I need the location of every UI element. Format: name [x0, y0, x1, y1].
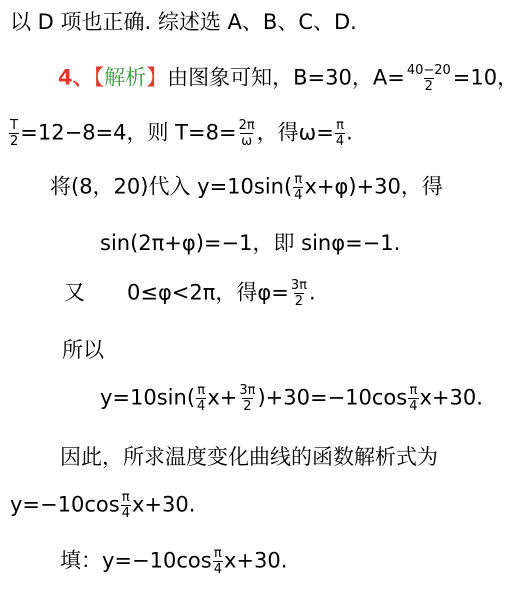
line-text: =10，: [452, 65, 519, 90]
denominator: 4: [213, 562, 222, 577]
numerator: 2π: [238, 118, 255, 133]
fraction: [213, 546, 223, 577]
denominator: 4: [409, 399, 418, 414]
line-text: )+30=−10cos: [257, 385, 408, 410]
fraction: [408, 383, 418, 414]
line-10: [10, 490, 195, 521]
denominator: 2: [243, 399, 252, 414]
line-3: [8, 118, 353, 149]
denominator: 4: [335, 134, 345, 149]
line-text: y=10sin(: [100, 385, 196, 410]
fraction: [238, 383, 256, 414]
denominator: 4: [294, 188, 303, 203]
line-text: x+φ)+30，得: [304, 174, 443, 199]
line-text: .: [346, 120, 353, 145]
line-text: .: [308, 280, 316, 305]
line-6: [64, 278, 316, 309]
question-number: 4: [58, 65, 73, 90]
numerator: π: [409, 383, 418, 398]
fraction: [290, 278, 308, 309]
line-7: [62, 340, 104, 361]
numerator: T: [10, 118, 19, 133]
line-text: 将(8，20)代入 y=10sin(: [50, 174, 293, 199]
denominator: 2: [10, 134, 19, 149]
numerator: 3π: [290, 278, 307, 293]
fraction: [9, 118, 19, 149]
denominator: ω: [241, 134, 253, 149]
line-text: =12−8=4，则 T=8=: [20, 120, 237, 145]
numerator: π: [121, 490, 130, 505]
denominator: 4: [121, 506, 130, 521]
line-4: [50, 172, 443, 203]
numerator: π: [294, 172, 303, 187]
fraction: [238, 118, 256, 149]
line-text: y=−10cos: [10, 492, 120, 517]
line-2: [58, 63, 518, 94]
denominator: 4: [197, 399, 206, 414]
line-text: sin(2π+φ)=−1，即 sinφ=−1.: [100, 231, 401, 255]
line-text: 填：y=−10cos: [60, 548, 212, 573]
bracket-right: 】: [146, 65, 168, 90]
line-9: [60, 447, 438, 468]
denominator: 2: [294, 294, 304, 309]
denominator: 2: [424, 79, 433, 94]
numerator: 40−20: [406, 63, 451, 78]
line-text: x+: [207, 385, 238, 410]
fraction: [196, 383, 206, 414]
line-text: 以 D 项也正确. 综述选 A、B、C、D.: [10, 10, 357, 34]
line-text: 所以: [62, 338, 104, 362]
numerator: π: [197, 383, 206, 398]
fraction: [335, 118, 345, 149]
line-8: [100, 383, 483, 414]
numerator: π: [336, 118, 344, 133]
line-text: ，得ω=: [256, 120, 334, 145]
line-text: 因此，所求温度变化曲线的函数解析式为: [60, 445, 438, 469]
bracket-left: 【: [93, 65, 105, 90]
line-1: [10, 12, 357, 33]
line-11: [60, 546, 287, 577]
fraction: [293, 172, 303, 203]
line-text: x+30.: [131, 492, 196, 517]
fraction: [406, 63, 452, 94]
numerator: π: [213, 546, 222, 561]
line-text: x+30.: [419, 385, 483, 410]
fraction: [121, 490, 131, 521]
analysis-label: 解析: [104, 65, 147, 90]
line-5: [100, 233, 400, 254]
line-text: 由图象可知，B=30，A=: [167, 65, 405, 90]
numerator: 3π: [239, 383, 256, 398]
line-text: x+30.: [223, 548, 288, 573]
line-text: 又 0≤φ<2π，得φ=: [64, 280, 289, 305]
question-separator: 、: [72, 65, 94, 90]
